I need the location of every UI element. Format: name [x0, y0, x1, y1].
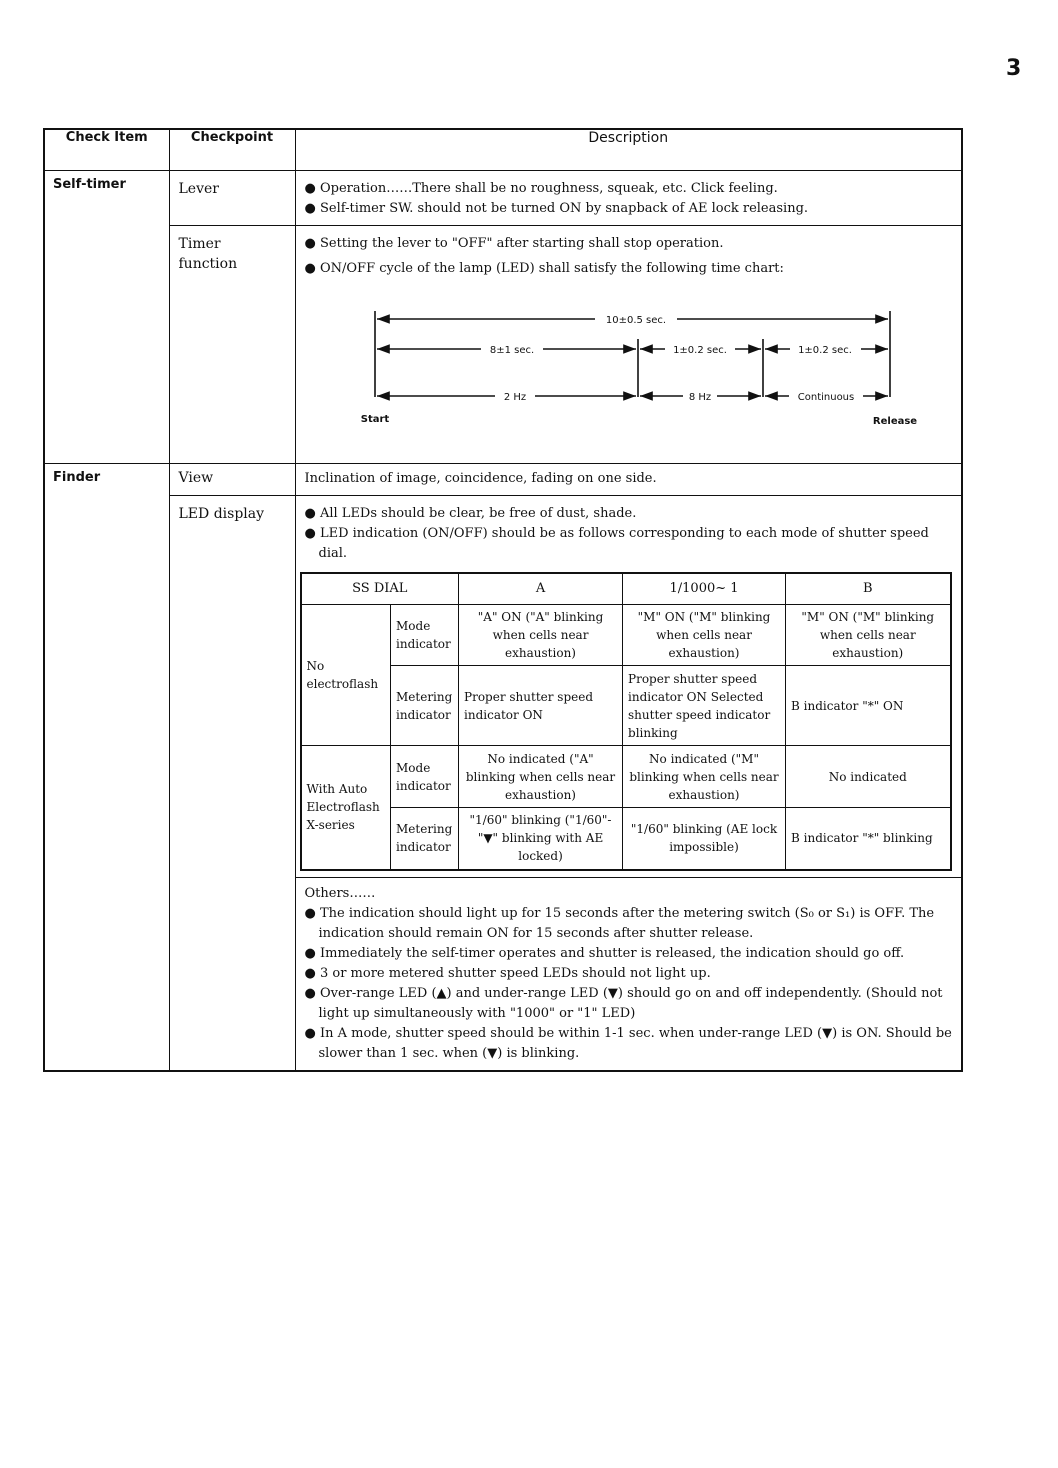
time-chart	[305, 279, 954, 457]
ss-mode-label-2: Mode indicator	[391, 746, 459, 808]
item-finder: Finder	[44, 464, 169, 1071]
others-item-1: ● The indication should light up for 15 seconds after the metering switch (S₀ or S₁) is OFF. The indication should remain ON for 15 seconds after shutter release.	[304, 905, 935, 941]
led-line-2: ● LED indication (ON/OFF) should be as follows corresponding to each mode of shutter speed dial.	[304, 526, 929, 561]
desc-timer	[295, 226, 962, 464]
others-item-3: ● 3 or more metered shutter speed LEDs should not light up.	[304, 965, 711, 981]
ss-r4-a: "1/60" blinking ("1/60"-"▼" blinking with AE locked)	[459, 808, 623, 870]
ss-r3-a: No indicated ("A" blinking when cells near exhaustion)	[459, 746, 623, 808]
checkpoint-timer-line2: function	[178, 256, 238, 272]
header-row	[44, 129, 962, 171]
ss-group-no-flash: No electroflash	[301, 605, 391, 746]
row-timer	[44, 226, 962, 464]
row-view	[44, 464, 962, 496]
ss-r2-m: Proper shutter speed indicator ON Selected shutter speed indicator blinking	[623, 666, 786, 746]
ss-head-dial: SS DIAL	[301, 573, 459, 605]
chart-freq2-label: 8 Hz	[688, 392, 711, 403]
ss-r3-b: No indicated	[786, 746, 951, 808]
checkpoint-view: View	[169, 464, 295, 496]
header-checkpoint: Checkpoint	[169, 129, 295, 171]
checkpoint-led: LED display	[169, 496, 295, 1071]
desc-lever	[295, 171, 962, 226]
ss-r1-m: "M" ON ("M" blinking when cells near exhaustion)	[623, 605, 786, 666]
ss-head-row	[301, 573, 951, 605]
others-block	[296, 877, 962, 1070]
ss-head-a: A	[459, 573, 623, 605]
ss-r2-b: B indicator "*" ON	[786, 666, 951, 746]
chart-start-label: Start	[360, 414, 389, 425]
others-item-5: ● In A mode, shutter speed should be within 1-1 sec. when under-range LED (▼) is ON. Should be slower than 1 sec. when (▼) is blinking.	[304, 1025, 952, 1061]
ss-r4-m: "1/60" blinking (AE lock impossible)	[623, 808, 786, 870]
lever-line-1: ● Operation……There shall be no roughness, squeak, etc. Click feeling.	[304, 181, 778, 196]
chart-seg1-label: 8±1 sec.	[489, 345, 534, 356]
ss-r1-a: "A" ON ("A" blinking when cells near exhaustion)	[459, 605, 623, 666]
ss-metering-label-1: Metering indicator	[391, 666, 459, 746]
lever-line-2: ● Self-timer SW. should not be turned ON by snapback of AE lock releasing.	[304, 201, 809, 216]
item-self-timer: Self-timer	[44, 171, 169, 464]
ss-r4-b: B indicator "*" blinking	[786, 808, 951, 870]
desc-led	[295, 496, 962, 1071]
chart-total-label: 10±0.5 sec.	[605, 315, 666, 326]
others-item-2: ● Immediately the self-timer operates and shutter is released, the indication should go off.	[304, 945, 905, 961]
row-lever	[44, 171, 962, 226]
ss-row-4	[301, 808, 951, 870]
ss-r2-a: Proper shutter speed indicator ON	[459, 666, 623, 746]
checkpoint-lever: Lever	[169, 171, 295, 226]
ss-head-b: B	[786, 573, 951, 605]
chart-freq1-label: 2 Hz	[503, 392, 526, 403]
time-chart-svg	[305, 279, 955, 457]
desc-view: Inclination of image, coincidence, fading on one side.	[295, 464, 962, 496]
ss-head-m: 1/1000~ 1	[623, 573, 786, 605]
chart-seg3-label: 1±0.2 sec.	[797, 345, 852, 356]
ss-row-1	[301, 605, 951, 666]
check-table	[43, 128, 963, 1072]
timer-line-1: ● Setting the lever to "OFF" after starting shall stop operation.	[304, 236, 724, 251]
led-line-1: ● All LEDs should be clear, be free of dust, shade.	[304, 506, 637, 521]
chart-release-label: Release	[872, 416, 917, 427]
ss-dial-table	[300, 572, 952, 871]
others-title: Others……	[304, 885, 376, 901]
ss-r1-b: "M" ON ("M" blinking when cells near exhaustion)	[786, 605, 951, 666]
ss-r3-m: No indicated ("M" blinking when cells near exhaustion)	[623, 746, 786, 808]
header-description: Description	[295, 129, 962, 171]
row-led	[44, 496, 962, 1071]
others-item-4: ● Over-range LED (▲) and under-range LED (▼) should go on and off independently. (Should not light up simultaneously with "1000" or "1" LED)	[304, 985, 943, 1021]
ss-row-3	[301, 746, 951, 808]
ss-group-flash: With Auto Electroflash X-series	[301, 746, 391, 870]
header-check-item: Check Item	[44, 129, 169, 171]
timer-line-2: ● ON/OFF cycle of the lamp (LED) shall satisfy the following time chart:	[304, 261, 784, 276]
ss-mode-label-1: Mode indicator	[391, 605, 459, 666]
page-number: 3	[1006, 56, 1022, 81]
chart-seg2-label: 1±0.2 sec.	[672, 345, 727, 356]
ss-metering-label-2: Metering indicator	[391, 808, 459, 870]
ss-row-2	[301, 666, 951, 746]
checkpoint-timer-line1: Timer	[178, 236, 221, 252]
checkpoint-timer	[169, 226, 295, 464]
chart-freq3-label: Continuous	[797, 392, 854, 403]
